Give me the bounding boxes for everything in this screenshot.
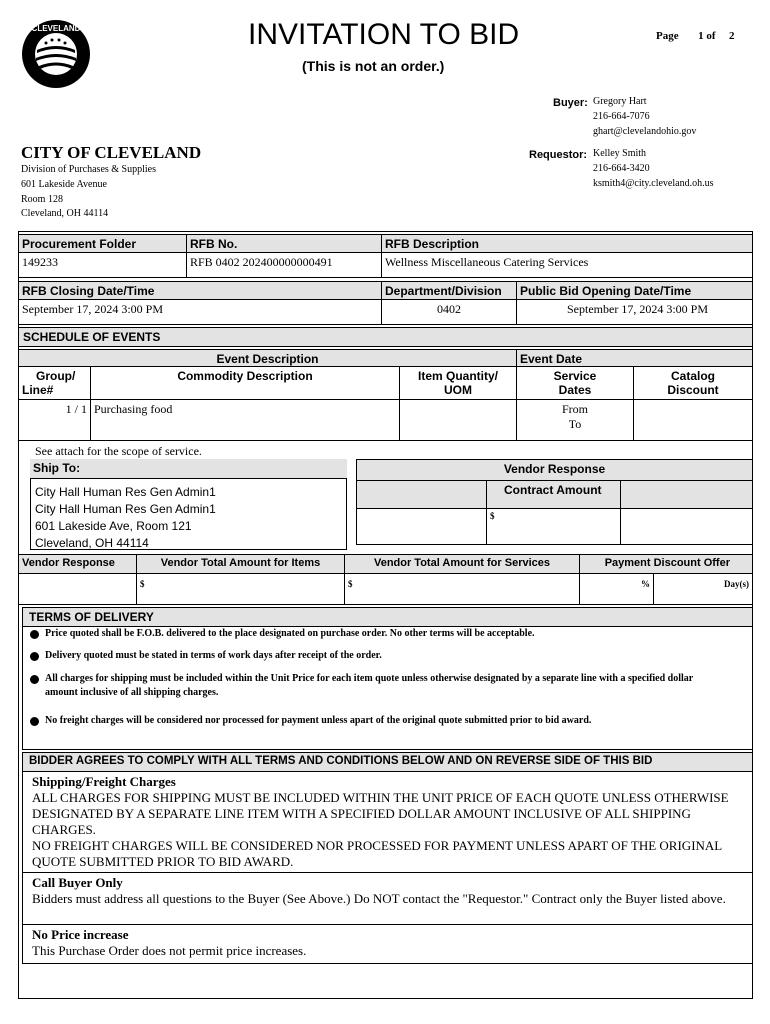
org-address-2: Room 128 (21, 194, 63, 205)
commodity-cell: Purchasing food (90, 399, 400, 441)
payment-percent-input[interactable] (579, 573, 654, 605)
requestor-label: Requestor: (529, 149, 588, 161)
price-increase-text: This Purchase Order does not permit price increases. (32, 943, 307, 958)
group-line-header (18, 366, 91, 400)
shipping-text: ALL CHARGES FOR SHIPPING MUST BE INCLUDED WITHIN THE UNIT PRICE OF EACH QUOTE UNLESS OTHERWISE DESIGNATED BY A SEPARATE LINE ITEM WITH A SPECIFIED DOLLAR AMOUNT INCLUSIVE OF ALL SHIPPING CHARGES. (32, 790, 729, 837)
line-label: Line# (22, 383, 54, 397)
terms-item-3: All charges for shipping must be included within the Unit Price for each item quote unless otherwise designated by a separate line with a specified dollar amount inclusive of all shipping charges. (45, 673, 694, 698)
catalog-discount-header (633, 366, 753, 400)
contract-amount-divider-left (486, 480, 487, 545)
quantity-cell (399, 399, 517, 441)
quantity-header (399, 366, 517, 400)
procurement-folder-value: 149233 (18, 252, 187, 278)
vendor-response-input[interactable] (18, 573, 137, 605)
catalog-label: Catalog (670, 369, 715, 383)
to-label: To (568, 417, 582, 431)
event-desc-header: Event Description (18, 349, 517, 367)
ship-to-line-1: City Hall Human Res Gen Admin1 (35, 485, 216, 499)
rfb-no-value: RFB 0402 202400000000491 (186, 252, 382, 278)
catalog-discount-cell (633, 399, 753, 441)
shipping-text-2: NO FREIGHT CHARGES WILL BE CONSIDERED NOR PROCESSED FOR PAYMENT UNLESS APART OF THE ORIGINAL QUOTE SUBMITTED PRIOR TO BID AWARD. (32, 838, 722, 869)
buyer-label: Buyer: (553, 97, 588, 109)
line-number-cell: 1 / 1 (18, 399, 91, 441)
vendor-response-col-header: Vendor Response (18, 554, 137, 574)
opening-value: September 17, 2024 3:00 PM (516, 299, 753, 325)
ship-to-header: Ship To: (30, 459, 347, 479)
requestor-email[interactable]: ksmith4@city.cleveland.oh.us (593, 178, 714, 189)
price-increase-title: No Price increase (32, 927, 129, 942)
shipping-title: Shipping/Freight Charges (32, 774, 176, 789)
org-address-1: 601 Lakeside Avenue (21, 179, 107, 190)
uom-label: UOM (444, 383, 472, 397)
page-num: 1 (698, 30, 704, 42)
terms-title: TERMS OF DELIVERY (22, 607, 753, 627)
org-address-3: Cleveland, OH 44114 (21, 208, 109, 219)
days-label: Day(s) (724, 579, 749, 589)
ship-to-line-2: City Hall Human Res Gen Admin1 (35, 502, 216, 516)
requestor-name: Kelley Smith (593, 148, 647, 159)
total-items-input[interactable] (136, 573, 345, 605)
terms-item-1: Price quoted shall be F.O.B. delivered to the place designated on purchase order. No other terms will be acceptable. (45, 628, 535, 639)
vendor-response-header: Vendor Response (356, 459, 753, 481)
page-title: INVITATION TO BID (248, 18, 520, 51)
buyer-name: Gregory Hart (593, 96, 647, 107)
opening-header: Public Bid Opening Date/Time (516, 281, 753, 300)
schedule-title: SCHEDULE OF EVENTS (18, 327, 753, 347)
group-label: Group/ (36, 369, 76, 383)
call-buyer-text: Bidders must address all questions to the Buyer (See Above.) Do NOT contact the "Requestor." Contract only the Buyer listed above. (32, 891, 726, 906)
org-division: Division of Purchases & Supplies (21, 164, 156, 175)
requestor-phone: 216-664-3420 (593, 163, 650, 174)
rfb-desc-header: RFB Description (381, 234, 753, 253)
total-services-input[interactable] (344, 573, 580, 605)
contract-amount-input[interactable] (500, 511, 616, 543)
terms-bullet-3-icon (30, 675, 39, 684)
event-date-header: Event Date (516, 349, 753, 367)
closing-value: September 17, 2024 3:00 PM (18, 299, 382, 325)
terms-item-4: No freight charges will be considered nor processed for payment unless apart of the original quote submitted prior to bid award. (45, 715, 592, 726)
svg-text:CLEVELAND: CLEVELAND (31, 24, 81, 33)
contract-amount-divider-right (620, 480, 621, 545)
discount-label: Discount (667, 383, 719, 397)
service-dates-cell (516, 399, 634, 441)
total-services-dollar: $ (348, 579, 353, 589)
ship-to-line-4: Cleveland, OH 44114 (35, 536, 149, 550)
payment-discount-header: Payment Discount Offer (579, 554, 753, 574)
page-subtitle: (This is not an order.) (302, 58, 445, 74)
service-label: Service (553, 369, 597, 383)
call-buyer-title: Call Buyer Only (32, 875, 123, 890)
ship-to-line-3: 601 Lakeside Ave, Room 121 (35, 519, 192, 533)
contract-amount-header: Contract Amount (356, 480, 753, 509)
payment-days-input[interactable] (653, 573, 753, 605)
terms-bullet-4-icon (30, 717, 39, 726)
rfb-no-header: RFB No. (186, 234, 382, 253)
closing-header: RFB Closing Date/Time (18, 281, 382, 300)
terms-bullet-2-icon (30, 652, 39, 661)
commodity-header: Commodity Description (90, 366, 400, 400)
quantity-label: Item Quantity/ (417, 369, 498, 383)
org-name: CITY OF CLEVELAND (21, 143, 202, 162)
page-total: 2 (729, 30, 735, 42)
buyer-email[interactable]: ghart@clevelandohio.gov (593, 126, 697, 137)
terms-item-2: Delivery quoted must be stated in terms of work days after receipt of the order. (45, 650, 382, 661)
dept-header: Department/Division (381, 281, 517, 300)
dates-label: Dates (558, 383, 592, 397)
procurement-folder-header: Procurement Folder (18, 234, 187, 253)
page-number (656, 30, 735, 42)
buyer-phone: 216-664-7076 (593, 111, 650, 122)
terms-bullet-1-icon (30, 630, 39, 639)
total-items-header: Vendor Total Amount for Items (136, 554, 345, 574)
percent-label: % (641, 579, 650, 589)
rfb-desc-value: Wellness Miscellaneous Catering Services (381, 252, 753, 278)
page-of: of (706, 30, 716, 42)
total-services-header: Vendor Total Amount for Services (344, 554, 580, 574)
city-seal-icon (20, 18, 92, 90)
page-label: Page (656, 30, 679, 42)
dept-value: 0402 (381, 299, 517, 325)
scope-note: See attach for the scope of service. (35, 444, 202, 458)
service-dates-header (516, 366, 634, 400)
total-items-dollar: $ (140, 579, 145, 589)
contract-amount-dollar: $ (490, 511, 495, 521)
from-label: From (561, 402, 588, 416)
agree-title: BIDDER AGREES TO COMPLY WITH ALL TERMS AND CONDITIONS BELOW AND ON REVERSE SIDE OF THIS BID (22, 752, 753, 772)
